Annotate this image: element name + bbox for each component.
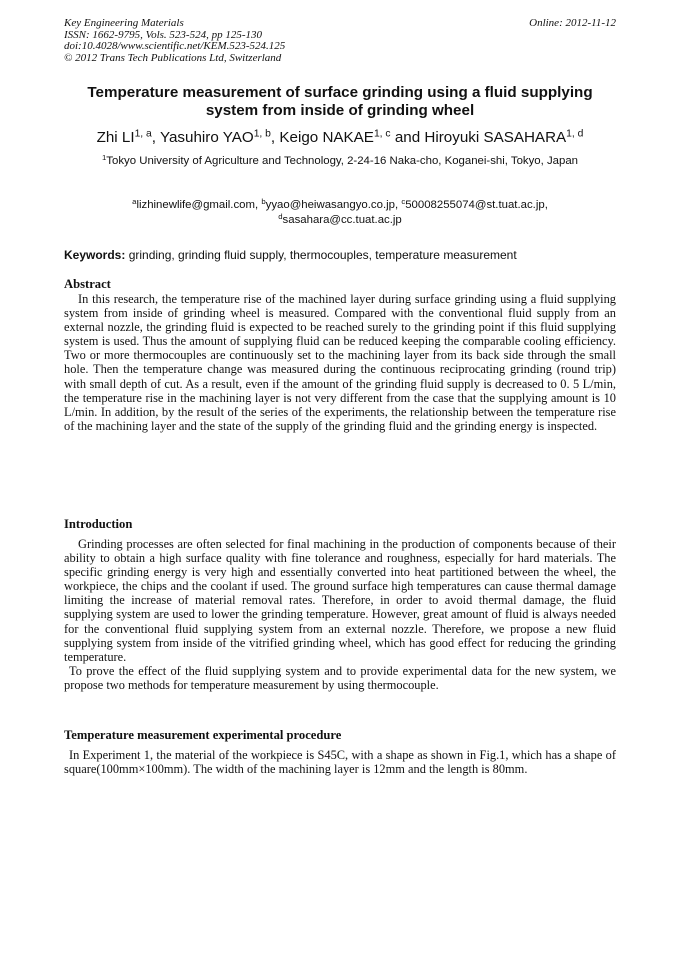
author-name: Yasuhiro YAO xyxy=(159,129,254,146)
keywords xyxy=(64,248,616,263)
affiliation xyxy=(40,154,640,168)
email-address[interactable]: yyao@heiwasangyo.co.jp xyxy=(265,199,395,211)
copyright-line: © 2012 Trans Tech Publications Ltd, Switzerland xyxy=(64,51,282,64)
author-affil-sup: 1, c xyxy=(373,128,391,140)
abstract-section xyxy=(64,277,616,433)
abstract-text: In this research, the temperature rise of the machined layer during surface grinding using a fluid supplying system from inside of grinding wheel is measured. Compared with the conventional fluid supply from an external nozzle, the grinding fluid is expected to be reached surely to the grinding point if this fluid supplying system is used. Thus the amount of supplying fluid can be reduced keeping the comparable cooling efficiency. Two or more thermocouples are continuously set to the machining layer from its back side through the small hole. Then the temperature change was measured during the continuous reciprocating grinding (round trip) with small depth of cut. As a result, even if the amount of the grinding fluid supply is decreased to 0. 5 L/min, the temperature rise in the machining layer is not very different from the case that the supplying amount is 10 L/min. In addition, by the result of the series of the experiments, the relationship between the temperature rise of the machining layer and the state of the supply of the grinding fluid and the grinding energy is inspected. xyxy=(64,292,616,433)
email-address[interactable]: lizhinewlife@gmail.com xyxy=(136,199,255,211)
author-affil-sup: 1, a xyxy=(134,128,152,140)
paragraph: To prove the effect of the fluid supplying system and to provide experimental data for the new system, we propose two methods for temperature measurement by using thermocouple. xyxy=(64,663,616,692)
email-address[interactable]: 50008255074@st.tuat.ac.jp xyxy=(405,199,545,211)
doi-line: doi:10.4028/www.scientific.net/KEM.523-524.125 xyxy=(64,40,286,53)
author-name: Zhi LI xyxy=(96,129,135,146)
abstract-heading: Abstract xyxy=(64,277,111,291)
paragraph: Grinding processes are often selected for final machining in the production of components because of their ability to obtain a high surface quality with fine tolerance and roughness, especially for hard materials. The specific grinding energy is very high and essentially converted into heat partitioned between the wheel, the workpiece, the chips and the coolant if used. The ground surface high temperatures can cause thermal damage limiting the increase of material removal rates. Therefore, in order to avoid thermal damage, the fluid supplying system are used to lower the grinding temperature. However, great amount of fluid is always needed for the conventional fluid supplying system from an external nozzle. Therefore, we propose a new fluid supplying system from inside of the vitrified grinding wheel, which has good effect for reducing the grinding temperature. xyxy=(64,537,616,664)
keywords-text: grinding, grinding fluid supply, thermocouples, temperature measurement xyxy=(125,248,517,262)
affiliation-text: Tokyo University of Agriculture and Technology, 2-24-16 Naka-cho, Koganei-shi, Tokyo, Japan xyxy=(106,155,579,167)
author-name: Hiroyuki SASAHARA xyxy=(424,129,567,146)
keywords-label: Keywords: xyxy=(64,248,126,262)
author-list: Zhi LI$^{1, a}$, Yasuhiro YAO$^{1, b}$, Keigo NAKAE$^{1, c}$ and Hiroyuki SASAHARA$^{1, d}$ xyxy=(96,128,584,146)
author-name: Keigo NAKAE xyxy=(279,129,374,146)
introduction-section xyxy=(64,517,616,692)
procedure-section xyxy=(64,728,616,776)
journal-masthead xyxy=(64,18,616,64)
paper-title: Temperature measurement of surface grinding using a fluid supplying system from inside of grinding wheel xyxy=(87,84,593,119)
procedure-heading: Temperature measurement experimental procedure xyxy=(64,728,342,742)
paragraph: In Experiment 1, the material of the workpiece is S45C, with a shape as shown in Fig.1, which has a shape of square(100mm×100mm). The width of the machining layer is 12mm and the length is 80mm. xyxy=(64,748,616,777)
author-affil-sup: 1, b xyxy=(253,128,271,140)
affiliation-sup: 1 xyxy=(101,152,107,162)
introduction-heading: Introduction xyxy=(64,517,133,531)
email-list: $^a$lizhinewlife@gmail.com, $^b$yyao@heiwasangyo.co.jp, $^c$50008255074@st.tuat.ac.jp, $^d$sasahara@cc.tuat.ac.jp xyxy=(132,196,548,226)
journal-name: Key Engineering Materials xyxy=(64,17,184,29)
online-date: Online: 2012-11-12 xyxy=(529,17,616,29)
email-address[interactable]: sasahara@cc.tuat.ac.jp xyxy=(282,214,402,226)
author-affil-sup: 1, d xyxy=(566,128,584,140)
issn-line: ISSN: 1662-9795, Vols. 523-524, pp 125-130 xyxy=(64,28,262,41)
